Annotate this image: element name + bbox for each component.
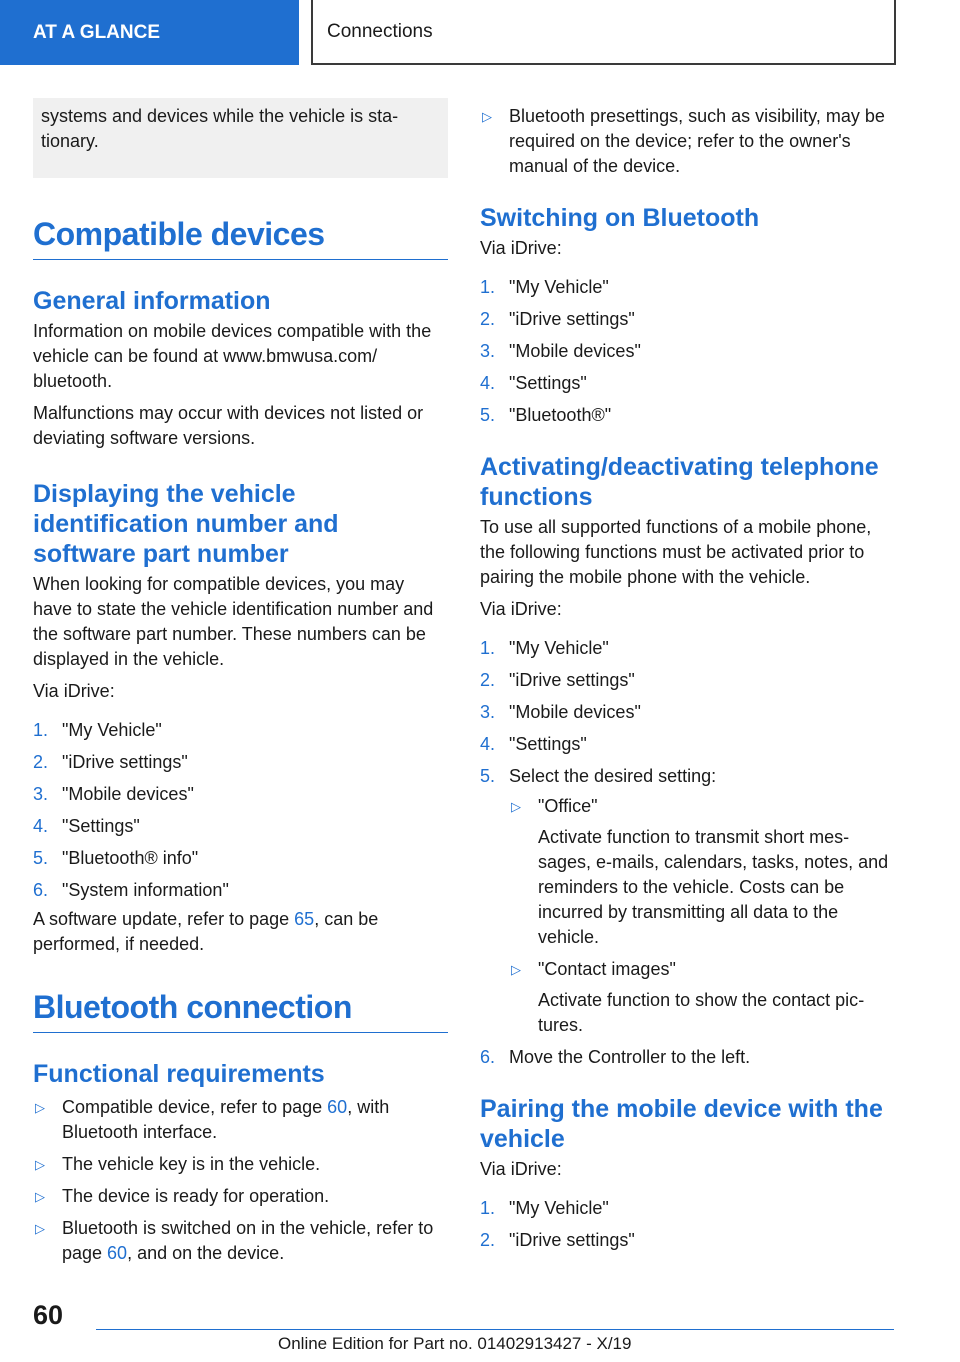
step-text: Select the desired setting:: [509, 766, 717, 786]
step-number: 6.: [33, 880, 49, 900]
heading-general-information: General information: [33, 287, 271, 315]
list-item: [480, 371, 895, 396]
list-item: [509, 957, 895, 1038]
step-text: "iDrive settings": [509, 309, 635, 329]
step-number: 4.: [33, 816, 49, 836]
list-item: [480, 339, 895, 364]
step-text: "Settings": [509, 734, 587, 754]
req-text: Bluetooth is switched on in the vehicle, refer to page: [62, 1218, 434, 1263]
page-link-60[interactable]: 60: [107, 1243, 128, 1263]
via-idrive-label: Via iDrive:: [480, 599, 562, 619]
heading-switching-on-bluetooth: Switching on Bluetooth: [480, 204, 760, 232]
list-item: [33, 750, 448, 775]
req-text: Compatible device, refer to page: [62, 1097, 328, 1117]
note-box: [33, 98, 448, 178]
step-text: "System information": [62, 880, 229, 900]
via-idrive-label: Via iDrive:: [33, 681, 115, 701]
list-item: [480, 1228, 895, 1253]
vin-paragraph: When looking for compatible devices, you may have to state the vehicle identification number and the software part number. These numbers can be displayed in the vehicle.: [33, 574, 434, 669]
list-item: [33, 1184, 448, 1209]
option-label-office: "Office": [538, 796, 598, 816]
page-link-65[interactable]: 65: [294, 909, 315, 929]
activate-steps-list: [480, 636, 895, 1070]
list-item: [33, 1095, 448, 1145]
step-number: 2.: [480, 1230, 496, 1250]
step-number: 5.: [480, 405, 496, 425]
triangle-bullet-icon: ▷: [482, 109, 492, 124]
switch-steps-list: [480, 275, 895, 428]
list-item: [33, 846, 448, 871]
footer-divider: [96, 1329, 894, 1330]
step-text: "iDrive settings": [62, 752, 188, 772]
list-item: [509, 794, 895, 950]
list-item: [33, 782, 448, 807]
step-text: "Settings": [509, 373, 587, 393]
step-number: 1.: [480, 638, 496, 658]
presettings-list: [480, 104, 895, 179]
list-item: [33, 878, 448, 903]
list-item: [480, 307, 895, 332]
step-number: 2.: [33, 752, 49, 772]
step-number: 2.: [480, 309, 496, 329]
step-text: "Mobile devices": [509, 341, 641, 361]
vin-steps-list: [33, 718, 448, 903]
list-item: [33, 814, 448, 839]
triangle-bullet-icon: ▷: [511, 962, 521, 977]
step-text: "My Vehicle": [509, 277, 609, 297]
note-text: systems and devices while the vehicle is stationary.: [41, 106, 399, 151]
heading-pairing-mobile-device: Pairing the mobile device with the vehicle: [480, 1095, 883, 1153]
step-number: 3.: [33, 784, 49, 804]
list-item: [480, 104, 895, 179]
step-number: 4.: [480, 373, 496, 393]
right-column: [480, 98, 895, 1260]
req-text: The vehicle key is in the vehicle.: [62, 1154, 321, 1174]
pair-steps-list: [480, 1196, 895, 1253]
step-number: 3.: [480, 702, 496, 722]
step-number: 2.: [480, 670, 496, 690]
heading-functional-requirements: Functional requirements: [33, 1060, 325, 1088]
list-item: [33, 1152, 448, 1177]
list-item: [33, 1216, 448, 1266]
step-number: 4.: [480, 734, 496, 754]
step-number: 5.: [33, 848, 49, 868]
list-item: [480, 732, 895, 757]
step-text: "Settings": [62, 816, 140, 836]
list-item: [33, 718, 448, 743]
left-column: [33, 98, 448, 1273]
option-desc-office: Activate function to transmit short messages, e-mails, calendars, tasks, notes, and reminders to the vehicle. Costs can be incurred by transmitting all data to the vehicle.: [538, 827, 889, 947]
step-text: "iDrive settings": [509, 1230, 635, 1250]
step-text: "Mobile devices": [62, 784, 194, 804]
step-number: 1.: [33, 720, 49, 740]
list-item: [480, 636, 895, 661]
step-text: "My Vehicle": [62, 720, 162, 740]
step-number: 1.: [480, 277, 496, 297]
req-text: The device is ready for operation.: [62, 1186, 330, 1206]
page-number: 60: [33, 1300, 64, 1330]
step-text: "iDrive settings": [509, 670, 635, 690]
step-number: 5.: [480, 766, 496, 786]
req-text-end: , and on the device.: [127, 1243, 285, 1263]
step-number: 1.: [480, 1198, 496, 1218]
requirements-list: [33, 1095, 448, 1266]
heading-displaying-vin: Displaying the vehicle identification number and software part number: [33, 480, 339, 568]
triangle-bullet-icon: ▷: [35, 1189, 45, 1204]
list-item: [480, 1045, 895, 1070]
triangle-bullet-icon: ▷: [511, 799, 521, 814]
step-text: "My Vehicle": [509, 638, 609, 658]
list-item: [480, 700, 895, 725]
update-text-end: , can be performed, if needed.: [33, 909, 379, 954]
update-text: A software update, refer to page: [33, 909, 295, 929]
step-number: 6.: [480, 1047, 496, 1067]
presettings-text: Bluetooth presettings, such as visibility, may be required on the device; refer to the owner's manual of the device.: [509, 106, 885, 176]
triangle-bullet-icon: ▷: [35, 1221, 45, 1236]
option-desc-contact-images: Activate function to show the contact pictures.: [538, 990, 865, 1035]
step-text: "Bluetooth® info": [62, 848, 199, 868]
step-text: "My Vehicle": [509, 1198, 609, 1218]
via-idrive-label: Via iDrive:: [480, 1159, 562, 1179]
triangle-bullet-icon: ▷: [35, 1157, 45, 1172]
heading-activating-telephone-functions: Activating/deactivating telephone functions: [480, 453, 879, 511]
list-item: [480, 403, 895, 428]
page-link-60[interactable]: 60: [327, 1097, 348, 1117]
general-info-paragraph: Information on mobile devices compatible with the vehicle can be found at www.bmwusa.com/ bluetooth.: [33, 321, 432, 391]
activate-paragraph: To use all supported functions of a mobile phone, the following functions must be activated prior to pairing the mobile phone with the vehicle.: [480, 517, 872, 587]
malfunction-paragraph: Malfunctions may occur with devices not listed or deviating software versions.: [33, 403, 424, 448]
step-text: "Bluetooth®": [509, 405, 612, 425]
step-text: "Mobile devices": [509, 702, 641, 722]
list-item: [480, 275, 895, 300]
section-title: Connections: [327, 20, 433, 42]
step-text: Move the Controller to the left.: [509, 1047, 751, 1067]
software-update-paragraph: [33, 907, 448, 957]
list-item: [480, 668, 895, 693]
setting-options-list: [509, 794, 895, 1038]
list-item: [480, 1196, 895, 1221]
section-header: [311, 0, 896, 65]
heading-compatible-devices: Compatible devices: [33, 216, 448, 260]
triangle-bullet-icon: ▷: [35, 1100, 45, 1115]
step-number: 3.: [480, 341, 496, 361]
footer-edition: Online Edition for Part no. 01402913427 - X/19: [278, 1334, 632, 1353]
option-label-contact-images: "Contact images": [538, 959, 676, 979]
via-idrive-label: Via iDrive:: [480, 238, 562, 258]
chapter-tab-label: AT A GLANCE: [33, 21, 161, 43]
req-text-end: , with Bluetooth interface.: [62, 1097, 390, 1142]
list-item: [480, 764, 895, 1038]
heading-bluetooth-connection: Bluetooth connection: [33, 989, 448, 1033]
chapter-tab[interactable]: [0, 0, 299, 65]
